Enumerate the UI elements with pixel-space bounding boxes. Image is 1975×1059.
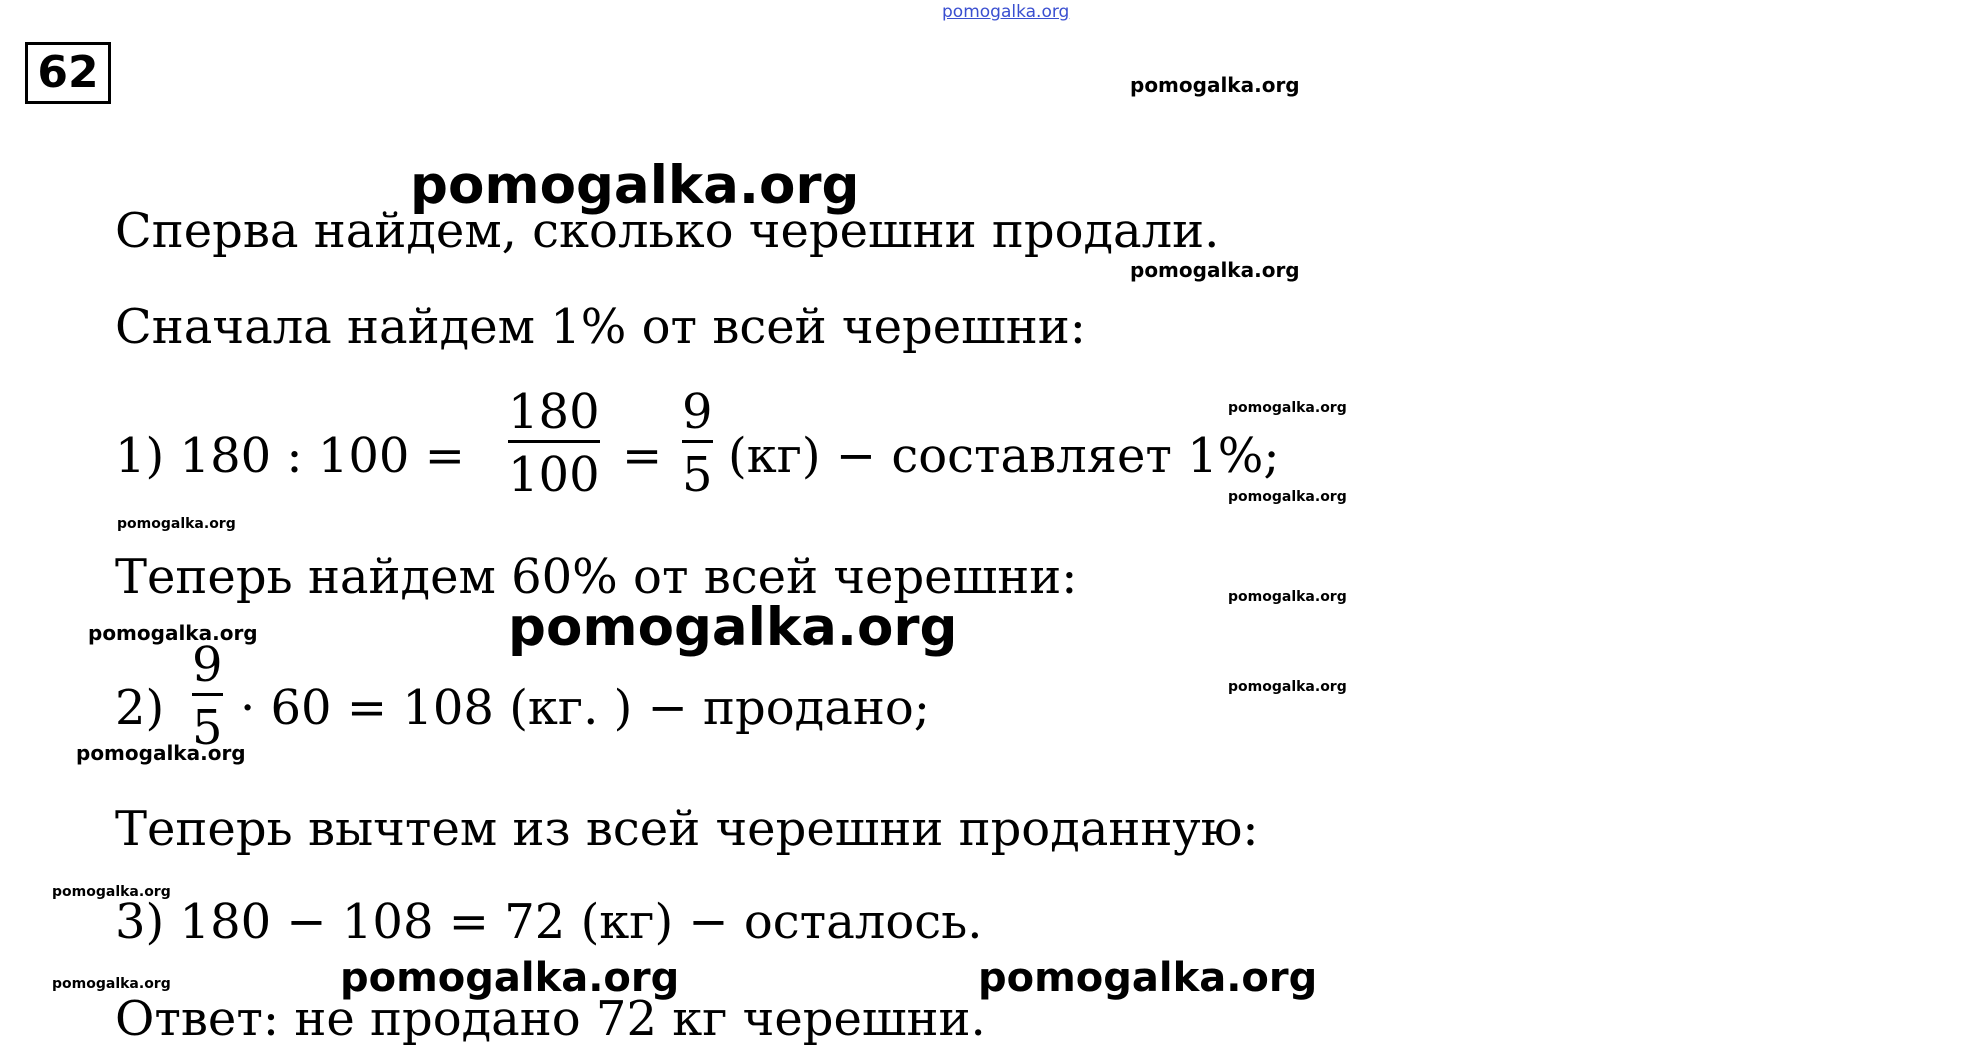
fraction-numerator: 9 — [682, 384, 713, 440]
step-1-prefix: 1) 180 : 100 = — [115, 428, 465, 484]
answer-line: Ответ: не продано 72 кг черешни. — [115, 991, 986, 1047]
problem-number-box — [25, 42, 111, 104]
watermark: pomogalka.org — [117, 516, 236, 532]
step-2-fraction-9-5 — [192, 637, 223, 756]
problem-number: 62 — [37, 47, 99, 98]
text-line-3: Теперь найдем 60% от всей черешни: — [115, 549, 1078, 605]
watermark: pomogalka.org — [52, 884, 171, 900]
watermark-large: pomogalka.org — [340, 955, 680, 1001]
step-2-suffix: · 60 = 108 (кг. ) − продано; — [240, 680, 930, 736]
step-3: 3) 180 − 108 = 72 (кг) − осталось. — [115, 894, 983, 950]
watermark: pomogalka.org — [1130, 73, 1300, 97]
watermark: pomogalka.org — [1228, 489, 1347, 505]
watermark-large: pomogalka.org — [508, 597, 958, 658]
step-2-prefix: 2) — [115, 680, 165, 736]
watermark: pomogalka.org — [1228, 400, 1347, 416]
watermark-large: pomogalka.org — [978, 955, 1318, 1001]
fraction-denominator: 100 — [508, 447, 600, 503]
watermark: pomogalka.org — [88, 621, 258, 645]
watermark: pomogalka.org — [52, 976, 171, 992]
watermark-large: pomogalka.org — [410, 155, 860, 216]
step-1-suffix: (кг) − составляет 1%; — [728, 428, 1280, 484]
fraction-denominator: 5 — [192, 700, 223, 756]
step-1-fraction-180-100 — [508, 384, 600, 503]
watermark-top-link[interactable]: pomogalka.org — [942, 2, 1070, 22]
fraction-numerator: 180 — [508, 384, 600, 440]
text-line-1: Сперва найдем, сколько черешни продали. — [115, 203, 1220, 259]
watermark: pomogalka.org — [1228, 679, 1347, 695]
step-1-fraction-9-5 — [682, 384, 713, 503]
fraction-denominator: 5 — [682, 447, 713, 503]
watermark: pomogalka.org — [1228, 589, 1347, 605]
text-line-2: Сначала найдем 1% от всей черешни: — [115, 299, 1086, 355]
step-1-equals: = — [622, 428, 663, 484]
text-line-4: Теперь вычтем из всей черешни проданную: — [115, 801, 1259, 857]
watermark: pomogalka.org — [76, 741, 246, 765]
fraction-numerator: 9 — [192, 637, 223, 693]
watermark: pomogalka.org — [1130, 258, 1300, 282]
